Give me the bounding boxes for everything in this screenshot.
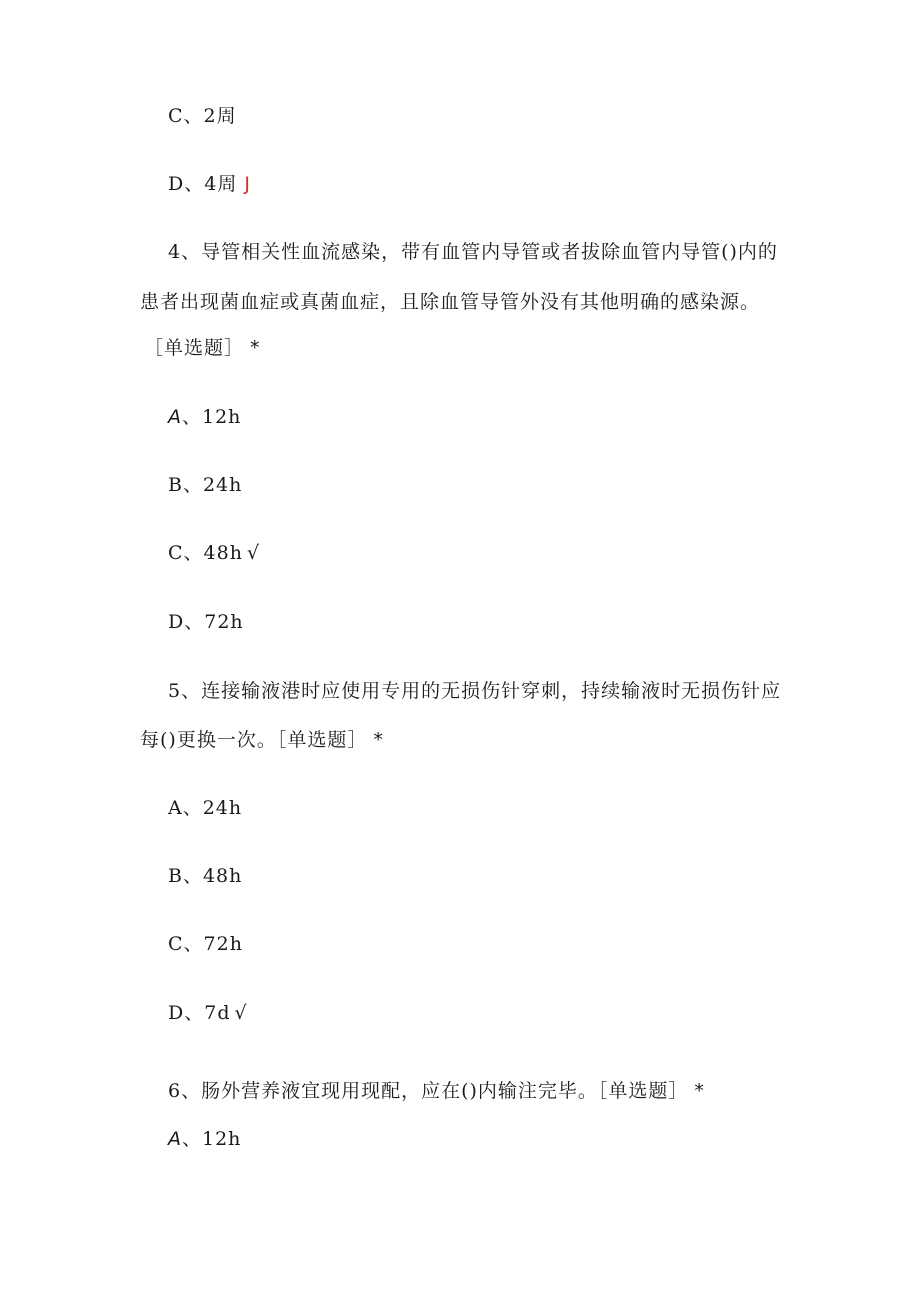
q4-option-d xyxy=(168,610,244,634)
option-text: C、48h xyxy=(168,542,243,564)
q5-text-line1 xyxy=(168,679,781,703)
q5-option-d xyxy=(168,1001,248,1025)
q3-option-c xyxy=(168,104,237,128)
question-text: 患者出现菌血症或真菌血症，且除血管导管外没有其他明确的感染源。 xyxy=(140,291,761,313)
q3-option-d xyxy=(168,172,251,196)
required-marker: * xyxy=(373,729,384,751)
q5-option-c xyxy=(168,932,243,956)
q5-option-a xyxy=(168,796,242,820)
required-marker: * xyxy=(694,1080,705,1102)
answer-check-icon: √ xyxy=(234,1002,248,1024)
answer-check-icon: √ xyxy=(246,542,261,564)
q4-option-c xyxy=(168,541,260,565)
option-letter: A xyxy=(168,406,182,428)
question-text: 6、肠外营养液宜现用现配，应在()内输注完毕。［单选题］ xyxy=(168,1080,689,1102)
option-letter: A xyxy=(168,1128,182,1150)
q5-text-line2 xyxy=(140,728,384,752)
option-text: 、12h xyxy=(182,406,242,428)
option-text: D、4周 xyxy=(168,173,238,195)
q4-text-line1 xyxy=(168,240,778,264)
question-type-tag: ［单选题］ xyxy=(144,337,245,359)
option-text: C、72h xyxy=(168,933,243,955)
option-text: C、2周 xyxy=(168,105,237,127)
q4-tag-line xyxy=(144,336,261,360)
q6-option-a xyxy=(168,1127,241,1151)
q4-option-b xyxy=(168,473,242,497)
option-text: D、7d xyxy=(168,1002,231,1024)
option-text: B、48h xyxy=(168,865,243,887)
question-text: 每()更换一次。［单选题］ xyxy=(140,729,368,751)
required-marker: * xyxy=(250,337,261,359)
option-text: B、24h xyxy=(168,474,243,496)
answer-mark: J xyxy=(244,173,251,195)
option-text: A、24h xyxy=(168,797,243,819)
option-text: 、12h xyxy=(182,1128,242,1150)
q4-text-line2 xyxy=(140,290,760,314)
question-text: 4、导管相关性血流感染，带有血管内导管或者拔除血管内导管()内的 xyxy=(168,241,778,263)
q5-option-b xyxy=(168,864,242,888)
question-text: 5、连接输液港时应使用专用的无损伤针穿刺，持续输液时无损伤针应 xyxy=(168,680,782,702)
q4-option-a xyxy=(168,405,241,429)
q6-text-line1 xyxy=(168,1079,705,1103)
option-text: D、72h xyxy=(168,611,244,633)
